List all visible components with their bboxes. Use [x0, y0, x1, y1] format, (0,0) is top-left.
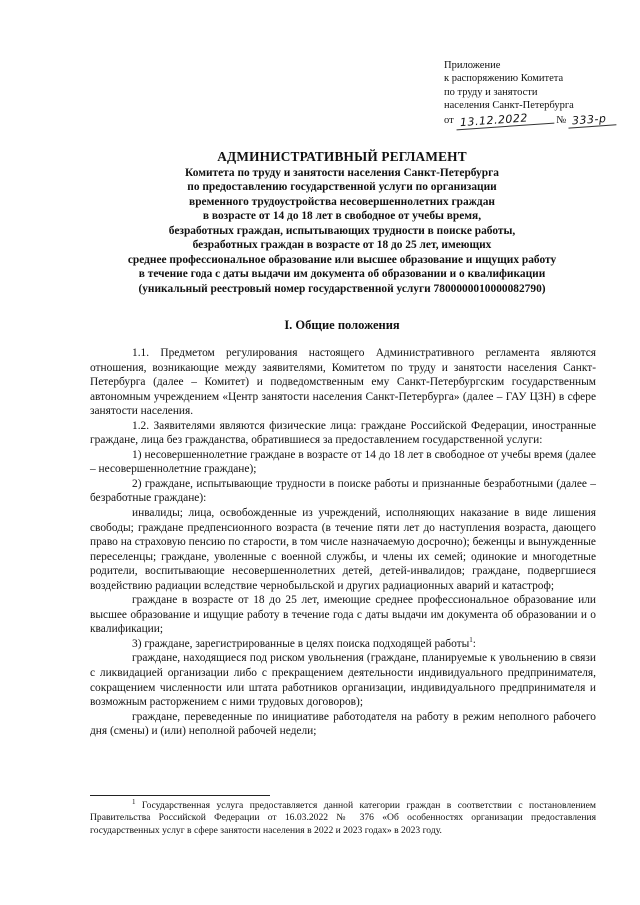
paragraph: 1.1. Предметом регулирования настоящего Административного регламента являются отношения, возникающие между заявителями, Комитетом по труду и занятости населения Санкт-Петербурга (далее – Комитет) и подведомственным ему Санкт-Петербургским государственным автономным учреждением «Центр занятости населения Санкт-Петербурга» (далее – ГАУ ЦЗН) в сфере занятости населения.: [90, 347, 596, 418]
appendix-line-4: населения Санкт-Петербурга: [444, 100, 574, 112]
heading-line: временного трудоустройства несовершеннолетних граждан: [189, 195, 495, 208]
section-title: I. Общие положения: [284, 318, 400, 332]
paragraph: инвалиды; лица, освобожденные из учреждений, исполняющих наказание в виде лишения свободы; граждане предпенсионного возраста (в течение пяти лет до наступления возраста, дающего право на страховую пенсию по старости, в том числе назначаемую досрочно); беженцы и вынужденные переселенцы; граждане, уволенные с военной службы, и члены их семей; одинокие и многодетные родители, воспитывающие несовершеннолетних детей, детей-инвалидов; граждане, подвергшиеся воздействию радиации вследствие чернобыльской и других радиационных аварий и катастроф;: [90, 507, 596, 592]
date-prefix: от: [444, 114, 454, 126]
handwritten-number: 333-р: [568, 111, 617, 129]
paragraph: граждане, находящиеся под риском увольнения (граждане, планируемые к увольнению в связи с ликвидацией организации либо с прекращением деятельности индивидуального предпринимателя, сокращением численности или штата работников организации, индивидуального предпринимателя и возможным расторжением с ними трудовых договоров);: [90, 652, 596, 709]
heading-line: Комитета по труду и занятости населения Санкт-Петербурга: [185, 166, 499, 179]
paragraph: 1) несовершеннолетние граждане в возрасте от 14 до 18 лет в свободное от учебы время (далее – несовершеннолетние граждане);: [90, 448, 596, 476]
footnote: [90, 797, 596, 837]
paragraph: 2) граждане, испытывающие трудности в поиске работы и признанные безработными (далее – безработные граждане):: [90, 477, 596, 505]
document-title: АДМИНИСТРАТИВНЫЙ РЕГЛАМЕНТ: [217, 149, 467, 164]
paragraph-text: 3) граждане, зарегистрированные в целях поиска подходящей работы: [132, 637, 470, 650]
number-prefix: №: [556, 114, 567, 126]
heading-line: по предоставлению государственной услуги по организации: [187, 181, 497, 193]
appendix-line-3: по труду и занятости: [444, 86, 538, 98]
heading-line: безработных граждан, испытывающих трудности в поиске работы,: [168, 224, 516, 237]
paragraph-end: :: [472, 637, 476, 650]
document-body: [90, 346, 596, 739]
footnote-mark: 1: [132, 797, 136, 806]
heading-line: среднее профессиональное образование или высшее образование и ищущих работу: [127, 253, 557, 266]
paragraph: 1.2. Заявителями являются физические лица: граждане Российской Федерации, иностранные граждане, лица без гражданства, обратившиеся за предоставлением государственной услуги:: [90, 419, 596, 447]
appendix-date-number: [444, 113, 614, 127]
heading-line: (уникальный реестровый номер государственной услуги 7800000010000082790): [138, 282, 546, 295]
footnote-divider: [90, 795, 270, 796]
handwritten-date: 13.12.2022: [455, 109, 554, 130]
heading-line: в течение года с даты выдачи им документа об образовании и о квалификации: [138, 268, 546, 280]
appendix-line-2: к распоряжению Комитета: [444, 73, 564, 85]
paragraph: граждане в возрасте от 18 до 25 лет, имеющие среднее профессиональное образование или высшее образование и ищущие работу в течение года с даты выдачи им документа об образовании и о квалификации;: [90, 594, 596, 636]
footnote-reference[interactable]: 1: [469, 636, 473, 645]
footnote-text: [90, 797, 596, 837]
heading-line: в возрасте от 14 до 18 лет в свободное от учебы время,: [202, 210, 482, 222]
appendix-block: [444, 59, 614, 127]
appendix-line-1: Приложение: [444, 60, 501, 71]
footnote-body: Государственная услуга предоставляется данной категории граждан в соответствии с постановлением Правительства Российской Федерации от 16.03.2022 № 376 «Об особенностях организации предоставления государственных услуг в сфере занятости населения в 2022 и 2023 годах» в 2023 году.: [90, 800, 596, 836]
paragraph: граждане, переведенные по инициативе работодателя на работу в режим неполного рабочего дня (смены) и (или) неполной рабочей недели;: [90, 710, 596, 738]
paragraph: [90, 637, 596, 652]
document-heading: [100, 150, 584, 296]
heading-line: безработных граждан в возрасте от 18 до 25 лет, имеющих: [192, 239, 492, 251]
